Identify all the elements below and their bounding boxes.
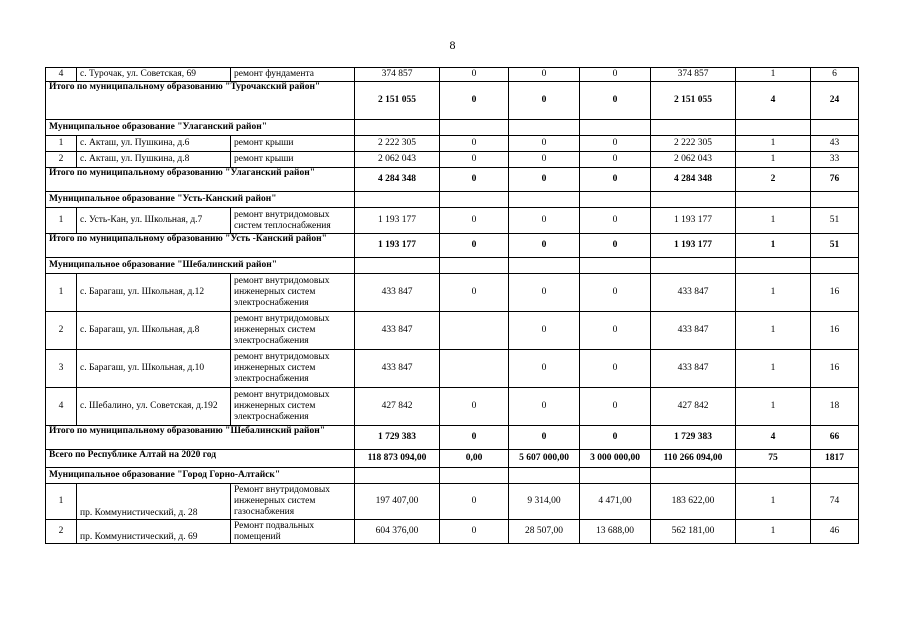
value-cell: 0	[580, 136, 651, 152]
value-cell: 46	[811, 520, 859, 544]
value-cell	[736, 192, 811, 208]
section-row	[46, 192, 859, 208]
table-row	[46, 68, 859, 82]
value-cell: 74	[811, 484, 859, 520]
value-cell	[440, 312, 509, 350]
value-cell: 1	[736, 484, 811, 520]
value-cell: 0	[509, 274, 580, 312]
value-cell: 4	[736, 426, 811, 450]
value-cell: 433 847	[355, 350, 440, 388]
work-type-cell: Ремонт внутридомовых инженерных систем газоснабжения	[231, 484, 355, 520]
value-cell	[651, 120, 736, 136]
work-type-cell: ремонт внутридомовых систем теплоснабжения	[231, 208, 355, 234]
value-cell: 0	[440, 484, 509, 520]
value-cell: 43	[811, 136, 859, 152]
value-cell: 0	[580, 208, 651, 234]
address-cell: с. Усть-Кан, ул. Школьная, д.7	[77, 208, 231, 234]
value-cell: 0	[509, 68, 580, 82]
address-cell: с. Акташ, ул. Пушкина, д.8	[77, 152, 231, 168]
value-cell	[580, 120, 651, 136]
address-cell: пр. Коммунистический, д. 28	[77, 484, 231, 520]
row-number-cell: 2	[46, 520, 77, 544]
value-cell	[651, 192, 736, 208]
value-cell: 1 193 177	[651, 234, 736, 258]
table-row	[46, 350, 859, 388]
value-cell: 0	[580, 426, 651, 450]
value-cell	[440, 192, 509, 208]
value-cell	[355, 468, 440, 484]
value-cell: 0	[440, 388, 509, 426]
value-cell: 0	[580, 388, 651, 426]
total-row	[46, 234, 859, 258]
value-cell: 0	[509, 208, 580, 234]
value-cell: 110 266 094,00	[651, 450, 736, 468]
value-cell	[355, 258, 440, 274]
section-row	[46, 258, 859, 274]
table-body	[46, 68, 859, 544]
value-cell: 1	[736, 350, 811, 388]
total-label-cell: Итого по муниципальному образованию "Шебалинский район"	[46, 426, 355, 450]
row-number-cell: 1	[46, 136, 77, 152]
row-number-cell: 3	[46, 350, 77, 388]
address-cell: с. Барагаш, ул. Школьная, д.8	[77, 312, 231, 350]
value-cell	[509, 258, 580, 274]
value-cell: 0	[509, 136, 580, 152]
value-cell: 0	[580, 152, 651, 168]
row-number-cell: 2	[46, 152, 77, 168]
value-cell: 374 857	[355, 68, 440, 82]
value-cell: 0	[440, 82, 509, 120]
value-cell	[811, 120, 859, 136]
value-cell: 16	[811, 274, 859, 312]
value-cell: 0	[580, 82, 651, 120]
value-cell	[580, 258, 651, 274]
value-cell	[651, 468, 736, 484]
value-cell: 18	[811, 388, 859, 426]
value-cell: 0	[509, 152, 580, 168]
row-number-cell: 2	[46, 312, 77, 350]
value-cell: 1 193 177	[355, 208, 440, 234]
value-cell: 0	[509, 168, 580, 192]
value-cell: 2 062 043	[355, 152, 440, 168]
value-cell: 1	[736, 388, 811, 426]
total-row	[46, 426, 859, 450]
value-cell: 1	[736, 208, 811, 234]
value-cell: 427 842	[355, 388, 440, 426]
value-cell: 4 284 348	[355, 168, 440, 192]
value-cell: 76	[811, 168, 859, 192]
work-type-cell: ремонт внутридомовых инженерных систем электроснабжения	[231, 274, 355, 312]
value-cell	[580, 192, 651, 208]
value-cell: 0	[440, 136, 509, 152]
value-cell: 2 151 055	[651, 82, 736, 120]
value-cell: 13 688,00	[580, 520, 651, 544]
value-cell: 0	[580, 274, 651, 312]
value-cell: 1817	[811, 450, 859, 468]
table-row	[46, 520, 859, 544]
value-cell	[811, 468, 859, 484]
value-cell: 16	[811, 350, 859, 388]
page-number: 8	[449, 38, 456, 52]
address-cell: с. Барагаш, ул. Школьная, д.12	[77, 274, 231, 312]
value-cell	[651, 258, 736, 274]
value-cell: 1	[736, 274, 811, 312]
row-number-cell: 4	[46, 68, 77, 82]
value-cell: 2 151 055	[355, 82, 440, 120]
value-cell	[440, 258, 509, 274]
work-type-cell: ремонт крыши	[231, 152, 355, 168]
table-row	[46, 484, 859, 520]
value-cell	[440, 468, 509, 484]
value-cell: 197 407,00	[355, 484, 440, 520]
table-row	[46, 312, 859, 350]
value-cell: 0	[440, 520, 509, 544]
work-type-cell: ремонт внутридомовых инженерных систем электроснабжения	[231, 350, 355, 388]
value-cell: 1	[736, 136, 811, 152]
value-cell: 0	[509, 388, 580, 426]
work-type-cell: ремонт внутридомовых инженерных систем электроснабжения	[231, 388, 355, 426]
value-cell: 4 471,00	[580, 484, 651, 520]
table-row	[46, 388, 859, 426]
value-cell: 0	[440, 234, 509, 258]
work-type-cell: Ремонт подвальных помещений	[231, 520, 355, 544]
value-cell: 51	[811, 208, 859, 234]
value-cell: 433 847	[355, 312, 440, 350]
value-cell: 0	[580, 168, 651, 192]
total-label-cell: Итого по муниципальному образованию "Улаганский район"	[46, 168, 355, 192]
value-cell: 0,00	[440, 450, 509, 468]
value-cell: 0	[580, 312, 651, 350]
value-cell: 562 181,00	[651, 520, 736, 544]
value-cell: 0	[509, 82, 580, 120]
value-cell	[509, 120, 580, 136]
table-row	[46, 136, 859, 152]
value-cell: 16	[811, 312, 859, 350]
value-cell	[509, 192, 580, 208]
work-type-cell: ремонт фундамента	[231, 68, 355, 82]
value-cell: 2 222 305	[355, 136, 440, 152]
value-cell: 24	[811, 82, 859, 120]
value-cell: 1	[736, 520, 811, 544]
section-title-cell: Муниципальное образование "Усть-Канский район"	[46, 192, 355, 208]
value-cell: 0	[580, 234, 651, 258]
table-row	[46, 152, 859, 168]
value-cell: 6	[811, 68, 859, 82]
value-cell: 1	[736, 152, 811, 168]
value-cell: 2 062 043	[651, 152, 736, 168]
value-cell: 374 857	[651, 68, 736, 82]
value-cell	[736, 258, 811, 274]
value-cell	[440, 120, 509, 136]
address-cell: с. Барагаш, ул. Школьная, д.10	[77, 350, 231, 388]
value-cell: 604 376,00	[355, 520, 440, 544]
value-cell: 433 847	[355, 274, 440, 312]
value-cell	[355, 120, 440, 136]
section-title-cell: Муниципальное образование "Город Горно-Алтайск"	[46, 468, 355, 484]
value-cell: 433 847	[651, 350, 736, 388]
table-row	[46, 208, 859, 234]
work-type-cell: ремонт крыши	[231, 136, 355, 152]
work-type-cell: ремонт внутридомовых инженерных систем электроснабжения	[231, 312, 355, 350]
address-cell: с. Шебалино, ул. Советская, д.192	[77, 388, 231, 426]
value-cell: 183 622,00	[651, 484, 736, 520]
section-title-cell: Муниципальное образование "Улаганский район"	[46, 120, 355, 136]
value-cell	[811, 192, 859, 208]
value-cell: 5 607 000,00	[509, 450, 580, 468]
section-title-cell: Муниципальное образование "Шебалинский район"	[46, 258, 355, 274]
value-cell: 433 847	[651, 274, 736, 312]
value-cell: 118 873 094,00	[355, 450, 440, 468]
total-label-cell: Всего по Республике Алтай на 2020 год	[46, 450, 355, 468]
value-cell: 0	[580, 350, 651, 388]
value-cell: 2 222 305	[651, 136, 736, 152]
value-cell	[355, 192, 440, 208]
value-cell	[509, 468, 580, 484]
value-cell: 0	[509, 426, 580, 450]
value-cell	[736, 468, 811, 484]
value-cell: 51	[811, 234, 859, 258]
value-cell: 0	[509, 234, 580, 258]
total-row	[46, 82, 859, 120]
value-cell: 0	[509, 350, 580, 388]
total-row	[46, 450, 859, 468]
total-row	[46, 168, 859, 192]
value-cell: 1 729 383	[651, 426, 736, 450]
value-cell: 1 193 177	[355, 234, 440, 258]
value-cell: 2	[736, 168, 811, 192]
value-cell: 9 314,00	[509, 484, 580, 520]
table-row	[46, 274, 859, 312]
row-number-cell: 4	[46, 388, 77, 426]
value-cell: 0	[440, 208, 509, 234]
value-cell: 0	[440, 274, 509, 312]
value-cell	[811, 258, 859, 274]
value-cell: 1	[736, 312, 811, 350]
value-cell: 0	[440, 168, 509, 192]
total-label-cell: Итого по муниципальному образованию "Усть -Канский район"	[46, 234, 355, 258]
value-cell: 1	[736, 68, 811, 82]
value-cell	[580, 468, 651, 484]
value-cell: 28 507,00	[509, 520, 580, 544]
total-label-cell: Итого по муниципальному образованию "Турочакский район"	[46, 82, 355, 120]
value-cell: 433 847	[651, 312, 736, 350]
value-cell: 0	[440, 68, 509, 82]
value-cell	[736, 120, 811, 136]
value-cell: 75	[736, 450, 811, 468]
row-number-cell: 1	[46, 208, 77, 234]
repair-program-table	[45, 67, 859, 544]
row-number-cell: 1	[46, 274, 77, 312]
address-cell: с. Турочак, ул. Советская, 69	[77, 68, 231, 82]
value-cell: 33	[811, 152, 859, 168]
value-cell: 0	[440, 152, 509, 168]
value-cell: 1 193 177	[651, 208, 736, 234]
section-row	[46, 468, 859, 484]
value-cell: 427 842	[651, 388, 736, 426]
value-cell: 66	[811, 426, 859, 450]
row-number-cell: 1	[46, 484, 77, 520]
value-cell: 1 729 383	[355, 426, 440, 450]
value-cell: 4	[736, 82, 811, 120]
address-cell: с. Акташ, ул. Пушкина, д.6	[77, 136, 231, 152]
value-cell: 4 284 348	[651, 168, 736, 192]
value-cell: 0	[580, 68, 651, 82]
value-cell	[440, 350, 509, 388]
address-cell: пр. Коммунистический, д. 69	[77, 520, 231, 544]
value-cell: 1	[736, 234, 811, 258]
value-cell: 0	[440, 426, 509, 450]
value-cell: 0	[509, 312, 580, 350]
section-row	[46, 120, 859, 136]
value-cell: 3 000 000,00	[580, 450, 651, 468]
